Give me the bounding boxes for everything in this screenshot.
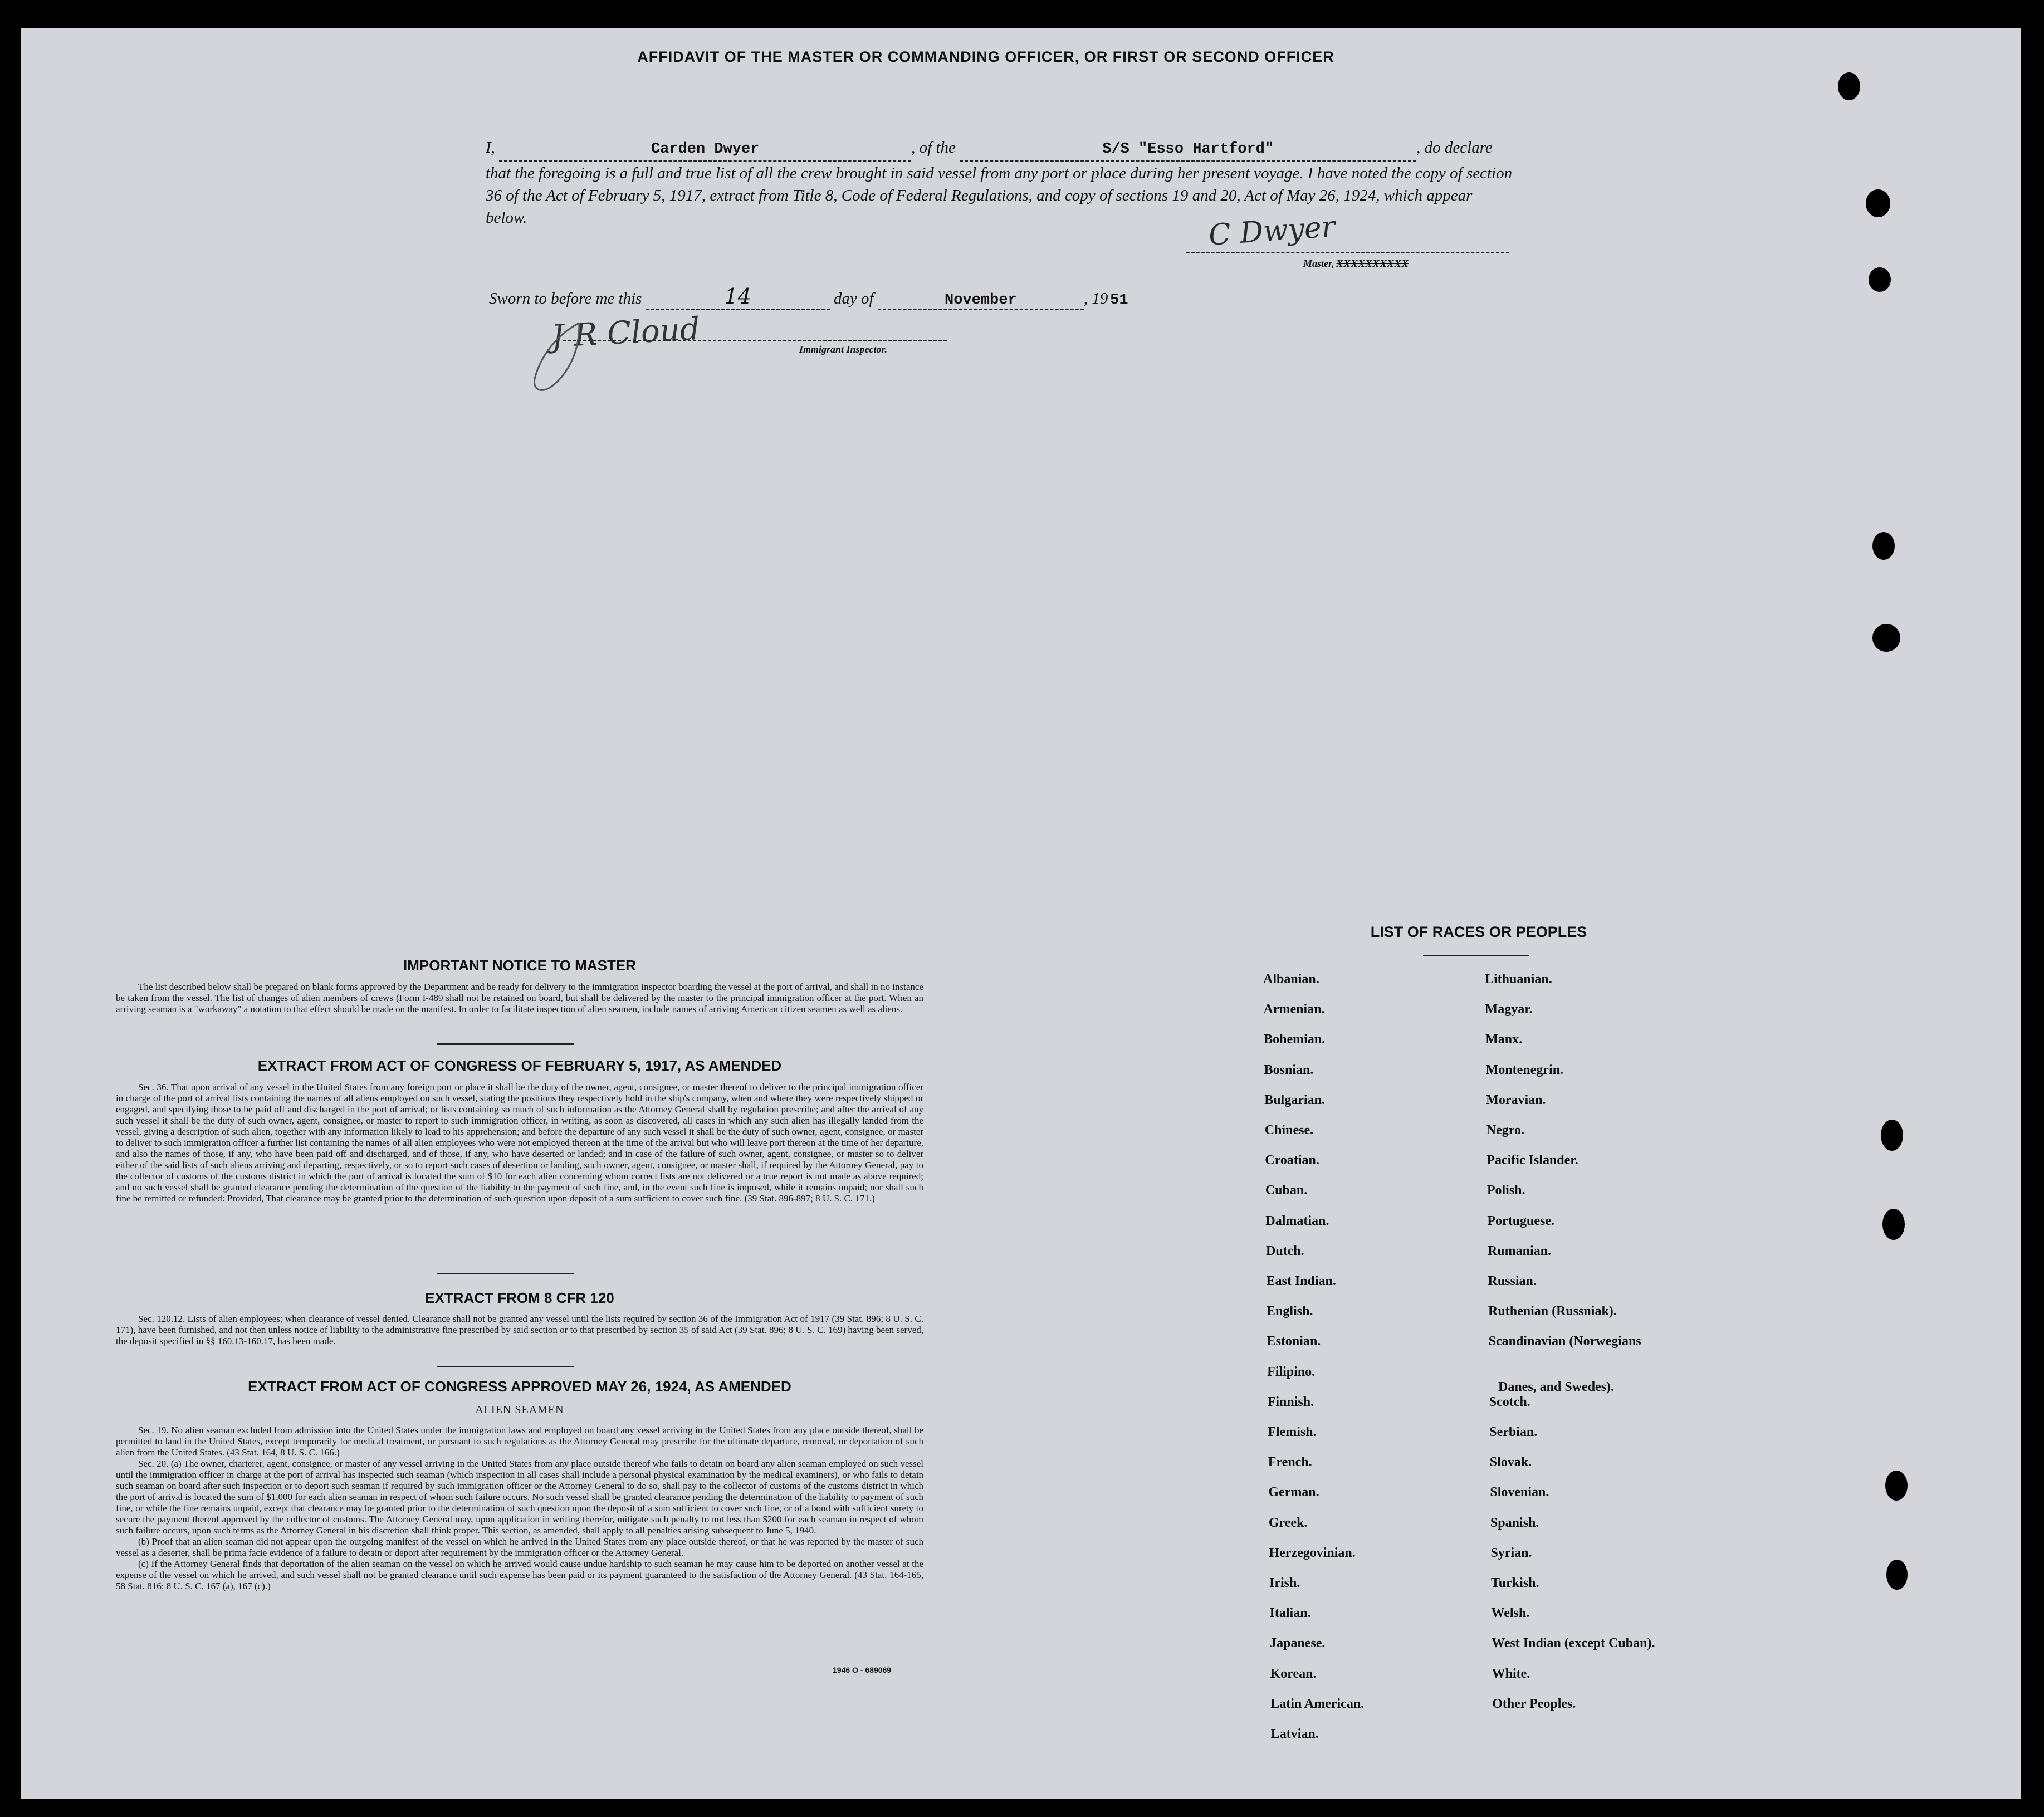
cfr-120-paragraph: Sec. 120.12. Lists of alien employees; when clearance of vessel denied. Clearance shall not be granted any vessel until the lists required by section 36 of the Immigration Act of 1917 (39 Stat. 896; 8 U. S. C. 171), have been furnished, and not then unless notice of liability to the administrative fine prescribed by said section or to that prescribed by section 35 of said Act (39 Stat. 896; 8 U. S. C. 169) having been served, the deposit specified in §§ 160.13-160.17, has been made. [116,1313,923,1346]
race-item: Spanish. [1490,1515,1539,1530]
race-item: Negro. [1486,1123,1524,1137]
race-item: Other Peoples. [1492,1696,1576,1711]
race-item: Magyar. [1485,1002,1533,1017]
binding-hole [1838,72,1860,100]
race-item: Italian. [1269,1606,1311,1621]
section-divider [437,1273,574,1274]
alien-seamen-subtitle: ALIEN SEAMEN [475,1404,564,1416]
notice-text [116,981,923,1015]
extract-1924-sec19: Sec. 19. No alien seaman excluded from admission into the United States under the immigration laws and employed on board any vessel arriving in the United States from any place outside thereof, shall be permitted to land in the United States, except temporarily for medical treatment, or pursuant to such regulations as the Attorney General may prescribe for the ultimate departure, removal, or deportation of such alien from the United States. (43 Stat. 164, 8 U. S. C. 166.) [116,1425,923,1458]
race-item: East Indian. [1266,1274,1336,1288]
master-label-struck: XXXXXXXXXX [1336,258,1409,269]
race-item: Welsh. [1491,1606,1530,1621]
master-signature-caption [1303,258,1409,270]
notice-paragraph: The list described below shall be prepared on blank forms approved by the Department and be ready for delivery to the immigration inspector boarding the vessel at the port of arrival, and shall in no instance be taken from the vessel. The list of changes of alien members of crews (Form I-489 shall not be retained on board, but shall be delivered by the master to the principal immigration officer at the port. When an arriving seaman is a "workaway" a notation to that effect should be made on the manifest. In order to facilitate inspection of alien seamen, include names of arriving American citizen seamen as well as aliens. [116,981,923,1014]
master-label: Master, [1303,258,1334,269]
race-item: Scandinavian (Norwegians [1488,1334,1641,1349]
race-item: Latvian. [1270,1727,1319,1741]
extract-1924-sec20b: (b) Proof that an alien seaman did not appear upon the outgoing manifest of the vessel on which he arrived in the United States from any place outside thereof, or that he was reported by the master of such vessel as a deserter, shall be prima facie evidence of a failure to detain or deport after requirement by the immigration officer or the Attorney General. [116,1536,923,1558]
declaration-of-the: , of the [911,139,956,157]
races-title: LIST OF RACES OR PEOPLES [1370,924,1587,940]
sworn-year-field: 51 [1110,292,1128,309]
race-item: Albanian. [1263,972,1319,986]
race-item: German. [1268,1485,1319,1500]
race-item: Slovenian. [1490,1485,1549,1500]
master-signature: C Dwyer [1207,210,1337,252]
cfr-120-text [116,1313,923,1347]
extract-1924-sec20a: Sec. 20. (a) The owner, charterer, agent, consignee, or master of any vessel arriving in the United States from any place outside thereof who fails to detain on board any alien seaman employed on such vessel until the immigration officer in charge at the port of arrival has inspected such seaman (which inspection in all cases shall include a personal physical examination by the medical examiners), or who fails to detain such seaman on board after such inspection or to deport such seaman if required by such immigration officer or the Attorney General to do so, shall pay to the collector of customs of the customs district in which the port of arrival is located the sum of $1,000 for each alien seaman in respect of whom such failure occurs. No such vessel shall be granted clearance pending the determination of the liability to payment of such fine, or while the fine remains unpaid, except that clearance may be granted prior to the determination of such question upon the deposit of a sum sufficient to cover such fine, or of a bond with sufficient surety to secure the payment thereof approved by the collector of customs. The Attorney General may, upon application in writing therefor, mitigate such penalty to not less than $200 for each seaman in respect of whom such failure occurs, upon such terms as the Attorney General in his discretion shall think proper. This section, as amended, shall apply to all penalties arising subsequent to June 5, 1940. [116,1458,923,1536]
notice-title: IMPORTANT NOTICE TO MASTER [403,957,636,974]
binding-hole [1881,1120,1903,1151]
extract-1924-title: EXTRACT FROM ACT OF CONGRESS APPROVED MAY 26, 1924, AS AMENDED [248,1378,791,1395]
inspector-signature-flourish [524,312,596,401]
race-item: Russian. [1488,1274,1537,1288]
race-item: Chinese. [1264,1123,1314,1137]
inspector-signature: J R Cloud [550,311,701,355]
race-item: White. [1492,1666,1530,1681]
print-code: 1946 O - 689069 [833,1665,892,1674]
race-item: Rumanian. [1487,1243,1551,1258]
race-item: Moravian. [1486,1092,1546,1107]
race-item: Latin American. [1270,1696,1365,1711]
declaration-body: that the foregoing is a full and true list of all the crew brought in said vessel from any port or place during her present voyage. I have noted the copy of section 36 of the Act of February 5, 1917, extract from Title 8, Code of Federal Regulations, and copy of sections 19 and 20, Act of May 26, 1924, which appear below. [486,164,1513,227]
race-item: Croatian. [1265,1153,1319,1168]
vessel-name-field: S/S "Esso Hartford" [960,138,1416,162]
race-item: Japanese. [1270,1636,1326,1651]
race-item: Polish. [1486,1183,1525,1198]
declaration-paragraph [486,136,1516,229]
inspector-caption: Immigrant Inspector. [799,344,888,355]
section-divider [437,1366,574,1367]
inspector-signature-line [563,340,947,341]
race-item: Slovak. [1489,1455,1532,1470]
race-item: Turkish. [1491,1576,1539,1590]
race-item: Irish. [1269,1576,1300,1590]
race-item: Pacific Islander. [1486,1153,1578,1168]
race-item: Bulgarian. [1264,1092,1325,1107]
binding-hole [1886,1560,1908,1590]
master-name-field: Carden Dwyer [499,138,911,162]
race-item: Serbian. [1489,1425,1538,1439]
affidavit-title: AFFIDAVIT OF THE MASTER OR COMMANDING OFFICER, OR FIRST OR SECOND OFFICER [637,48,1334,65]
binding-hole [1872,624,1900,652]
race-item: Herzegovinian. [1269,1545,1356,1560]
race-item: Cuban. [1265,1183,1308,1198]
race-item: Bohemian. [1264,1032,1326,1047]
sworn-year-prefix: , 19 [1083,290,1108,307]
race-item: West Indian (except Cuban). [1492,1636,1655,1651]
sworn-line [489,284,1269,310]
race-item: Ruthenian (Russniak). [1488,1304,1617,1319]
race-item: Lithuanian. [1485,972,1552,986]
race-item: Filipino. [1267,1364,1316,1379]
sworn-prefix: Sworn to before me this [489,290,642,307]
race-item: Greek. [1268,1515,1308,1530]
extract-1924-text [116,1425,923,1592]
extract-1917-paragraph: Sec. 36. That upon arrival of any vessel in the United States from any foreign port or place it shall be the duty of the owner, agent, consignee, or master thereof to deliver to the principal immigration officer in charge of the port of arrival lists containing the names of all aliens employed on such vessel, stating the positions they respectively hold in the ship's company, when and where they were respectively shipped or engaged, and specifying those to be paid off and discharged in the port of arrival; or lists containing so much of such information as the Attorney General shall by regulation prescribe; and after the arrival of any such vessel it shall be the duty of such owner, agent, consignee, or master to report to such immigration officer, in writing, as soon as discovered, all cases in which any such alien has illegally landed from the vessel, giving a description of such alien, together with any information likely to lead to his apprehension; and before the departure of any such vessel it shall be the duty of such owner, agent, consignee, or master to deliver to such immigration officer a further list containing the names of all alien employees who were not employed thereon at the time of the arrival but who will leave port thereon at the time of her departure, and also the names of those, if any, who have been paid off and discharged, and of those, if any, who have deserted or landed; and in case of the failure of such owner, agent, consignee, or master so to deliver either of the said lists of such aliens arriving and departing, respectively, or so to report such cases of desertion or landing, such owner, agent, consignee, or master shall, if required by the Attorney General, pay to the collector of customs of the customs district in which the port of arrival is located the sum of $10 for each alien concerning whom correct lists are not delivered or a true report is not made as above required; and no such vessel shall be granted clearance pending the determination of the question of the liability to the payment of such fine, and, in the event such fine is imposed, while it remains unpaid; nor shall such fine be remitted or refunded: Provided, That clearance may be granted prior to the determination of such question upon deposit of a sum sufficient to cover such fine. (39 Stat. 896-897; 8 U. S. C. 171.) [116,1082,923,1204]
race-item: English. [1267,1304,1313,1319]
declaration-first-line [486,136,1516,162]
race-item: Flemish. [1268,1425,1317,1439]
declaration-do-declare: , do declare [1416,139,1493,157]
sworn-day-of: day of [833,290,874,307]
binding-hole [1882,1209,1905,1240]
race-item: Finnish. [1267,1394,1314,1409]
binding-hole [1872,532,1895,560]
race-item: Portuguese. [1487,1213,1555,1228]
extract-1917-title: EXTRACT FROM ACT OF CONGRESS OF FEBRUARY 5, 1917, AS AMENDED [257,1057,782,1074]
race-item: Scotch. [1489,1394,1530,1409]
extract-1924-sec20c: (c) If the Attorney General finds that deportation of the alien seaman on the vessel on which he arrived would cause undue hardship to such seaman he may cause him to be deported on another vessel at the expense of the vessel on which he arrived, and such vessel shall not be granted clearance until such expense has been paid or its payment guaranteed to the satisfaction of the Attorney General. (43 Stat. 164-165, 58 Stat. 816; 8 U. S. C. 167 (a), 167 (c).) [116,1559,923,1591]
section-divider [437,1043,574,1045]
race-item: French. [1268,1455,1312,1470]
race-item: Montenegrin. [1485,1062,1563,1077]
binding-hole [1885,1471,1908,1501]
binding-hole [1869,267,1891,292]
sworn-month-field: November [878,292,1084,310]
race-item: Danes, and Swedes). [1498,1379,1615,1394]
cfr-120-title: EXTRACT FROM 8 CFR 120 [425,1290,614,1306]
races-title-rule [1423,955,1529,956]
race-item: Dalmatian. [1265,1213,1329,1228]
binding-hole [1866,189,1890,217]
race-item: Armenian. [1263,1002,1325,1017]
race-item: Korean. [1270,1666,1317,1681]
race-item: Estonian. [1267,1334,1321,1349]
sworn-day-field: 14 [646,284,830,310]
master-signature-line [1186,252,1509,253]
extract-1917-text [116,1082,923,1204]
declaration-pronoun: I, [486,139,495,157]
race-item: Dutch. [1265,1243,1304,1258]
race-item: Manx. [1485,1032,1523,1047]
race-item: Syrian. [1490,1545,1532,1560]
race-item: Bosnian. [1264,1062,1314,1077]
